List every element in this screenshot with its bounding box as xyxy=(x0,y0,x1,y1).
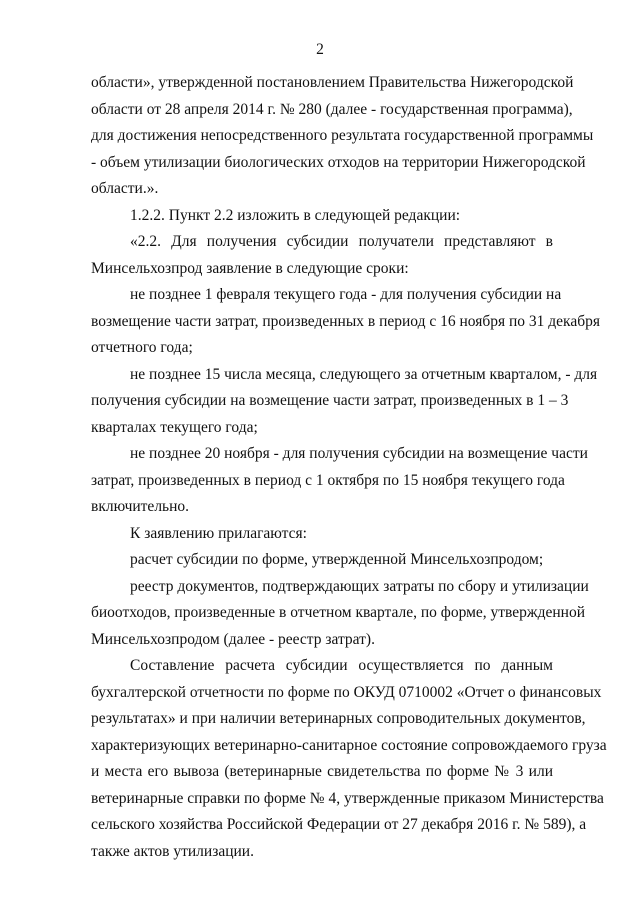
text-line: области от 28 апреля 2014 г. № 280 (далее - государственная программа), xyxy=(91,100,573,118)
text-line: «2.2. Для получения субсидии получатели представляют в xyxy=(130,233,553,250)
text-line: характеризующих ветеринарно-санитарное состояние сопровождаемого груза xyxy=(91,736,607,754)
text-line: получения субсидии на возмещение части затрат, произведенных в 1 – 3 xyxy=(91,392,569,409)
text-line: Составление расчета субсидии осуществляется по данным xyxy=(130,657,553,674)
text-line: Минсельхозпродом (далее - реестр затрат). xyxy=(91,630,375,648)
text-line: отчетного года; xyxy=(91,339,193,356)
text-line: также актов утилизации. xyxy=(91,842,254,860)
page-number: 2 xyxy=(316,41,324,58)
text-line: бухгалтерской отчетности по форме по ОКУД 0710002 «Отчет о финансовых xyxy=(91,683,602,701)
text-line: включительно. xyxy=(91,498,190,515)
text-line: Минсельхозпрод заявление в следующие сроки: xyxy=(91,259,409,277)
text-line: возмещение части затрат, произведенных в период с 16 ноября по 31 декабря xyxy=(91,312,601,330)
text-line: расчет субсидии по форме, утвержденной Минсельхозпродом; xyxy=(130,551,544,568)
text-line: не позднее 15 числа месяца, следующего за отчетным кварталом, - для xyxy=(130,365,598,383)
text-line: не позднее 20 ноября - для получения субсидии на возмещение части xyxy=(130,445,588,462)
text-line: затрат, произведенных в период с 1 октября по 15 ноября текущего года xyxy=(91,471,565,489)
text-line: ветеринарные справки по форме № 4, утвержденные приказом Министерства xyxy=(91,789,604,807)
text-line: реестр документов, подтверждающих затраты по сбору и утилизации xyxy=(130,577,589,595)
text-line: для достижения непосредственного результата государственной программы xyxy=(91,127,594,144)
text-line: кварталах текущего года; xyxy=(91,418,258,436)
text-line: - объем утилизации биологических отходов на территории Нижегородской xyxy=(91,153,586,171)
text-line: не позднее 1 февраля текущего года - для получения субсидии на xyxy=(130,286,562,303)
text-line: биоотходов, произведенные в отчетном квартале, по форме, утвержденной xyxy=(91,604,586,621)
text-line: области», утвержденной постановлением Правительства Нижегородской xyxy=(91,74,574,91)
text-line: 1.2.2. Пункт 2.2 изложить в следующей редакции: xyxy=(130,206,461,224)
text-line: К заявлению прилагаются: xyxy=(130,524,307,542)
text-line: результатах» и при наличии ветеринарных сопроводительных документов, xyxy=(91,710,586,727)
text-line: сельского хозяйства Российской Федерации от 27 декабря 2016 г. № 589), а xyxy=(91,816,587,833)
text-line: и места его вывоза (ветеринарные свидетельства по форме № 3 или xyxy=(91,763,553,780)
text-line: области.». xyxy=(91,180,159,197)
